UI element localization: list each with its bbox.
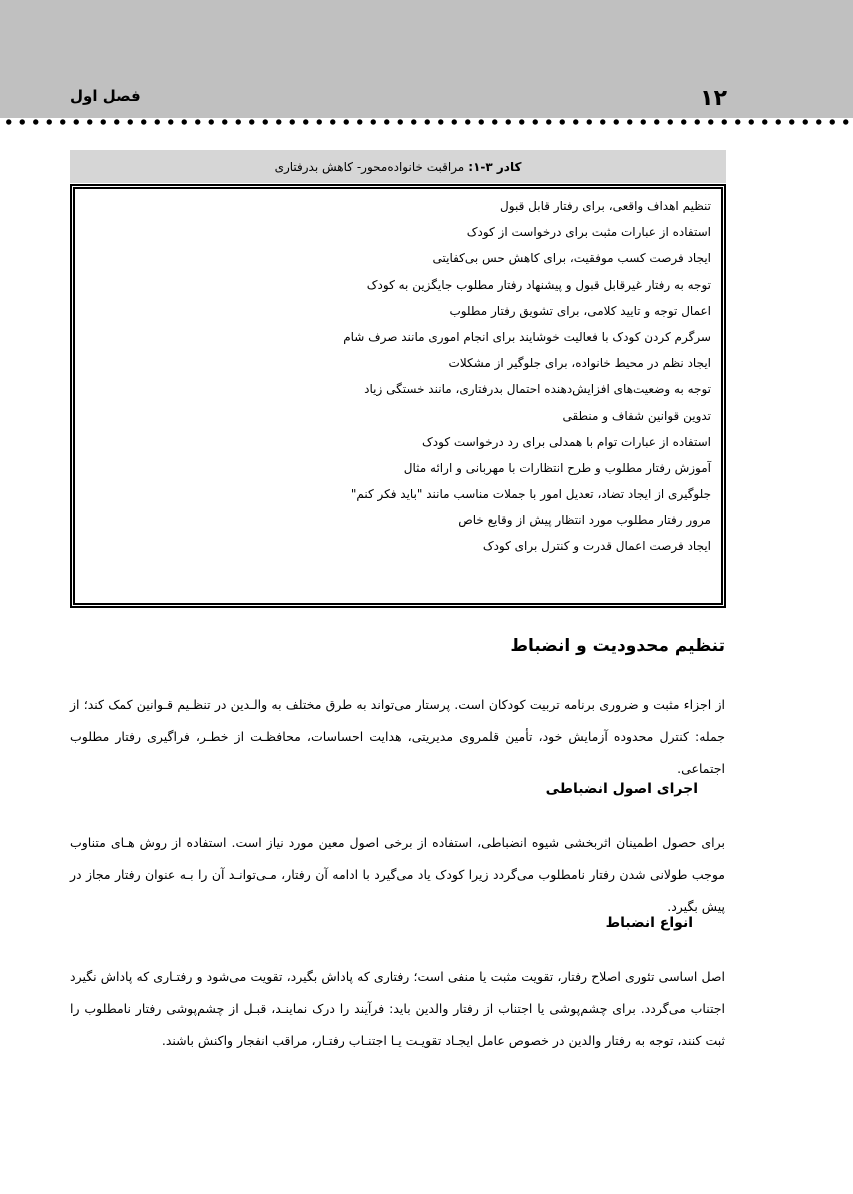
section-title: تنظیم محدودیت و انضباط [510,636,725,656]
list-item: استفاده از عبارات توام با همدلی برای رد درخواست کودک [422,434,711,449]
page-header [0,0,853,118]
list-item: جلوگیری از ایجاد تضاد، تعدیل امور با جملات مناسب مانند "باید فکر کنم" [350,487,711,502]
list-item: توجه به رفتار غیرقابل قبول و پیشنهاد رفتار مطلوب جایگزین به کودک [366,277,711,292]
dotted-divider [0,116,853,128]
box-caption-label: کادر ۳-۱: [468,159,522,174]
list-item: ایجاد فرصت کسب موفقیت، برای کاهش حس بی‌کفایتی [432,251,711,266]
subsection-title: اجرای اصول انضباطی [545,781,698,797]
subsection-title: انواع انضباط [605,915,693,931]
list-item: تنظیم اهداف واقعی، برای رفتار قابل قبول [500,199,711,213]
box-list [85,193,711,560]
list-item: اعمال توجه و تایید کلامی، برای تشویق رفتار مطلوب [449,303,711,318]
box-caption [70,150,726,183]
box-caption-text: مراقبت خانواده‌محور- کاهش بدرفتاری [274,159,465,174]
list-item: تدوین قوانین شفاف و منطقی [562,408,711,423]
page-number: ۱۲ [700,86,727,111]
list-item: ایجاد نظم در محیط خانواده، برای جلوگیر از مشکلات [448,356,711,371]
list-item: استفاده از عبارات مثبت برای درخواست از کودک [466,225,711,240]
subsection-paragraph: برای حصول اطمینان اثربخشی شیوه انضباطی، استفاده از برخی اصول معین مورد نیاز است. استفاده از روش هـای متناوب موجب طولانی شدن رفتار نامطلوب می‌گردد زیرا کودک یاد می‌گیرد با ادامه آن رفتار، مـی‌توانـد آن را بـه عنوان رفتار مجاز در پیش بگیرد. [70,834,725,914]
subsection-paragraph: اصل اساسی تئوری اصلاح رفتار، تقویت مثبت یا منفی است؛ رفتاری که پاداش بگیرد، تقویت می‌شود و رفتـاری که پاداش نگیرد اجتناب می‌گردد. برای چشم‌پوشی یا اجتناب از رفتار والدین باید: فرآیند را درک نماینـد، قبـل از چشم‌پوشی رفتار نامطلوب را ثبت کنند، توجه به رفتار والدین در خصوص عامل ایجـاد تقویـت یـا اجتنـاب رفتـار، مراقب انفجار واکنش باشند. [70,968,725,1048]
chapter-title: فصل اول [70,87,141,105]
list-item: ایجاد فرصت اعمال قدرت و کنترل برای کودک [482,539,711,554]
list-item: مرور رفتار مطلوب مورد انتظار پیش از وقایع خاص [458,513,711,528]
list-item: آموزش رفتار مطلوب و طرح انتظارات با مهربانی و ارائه مثال [403,460,711,475]
list-item: توجه به وضعیت‌های افزایش‌دهنده احتمال بدرفتاری، مانند خستگی زیاد [364,382,711,397]
section-intro-paragraph: از اجزاء مثبت و ضروری برنامه تربیت کودکان است. پرستار می‌تواند به طرق مختلف به والـدین در تنظـیم قـوانین کمک کند؛ از جمله: کنترل محدوده آزمایش خود، تأمین قلمروی مدیریتی، هدایت احساسات، محافظـت از خطـر، فراگیری رفتار مطلوب اجتماعی. [70,696,725,776]
list-item: سرگرم کردن کودک با فعالیت خوشایند برای انجام اموری مانند صرف شام [343,329,711,344]
box-frame [70,184,726,608]
